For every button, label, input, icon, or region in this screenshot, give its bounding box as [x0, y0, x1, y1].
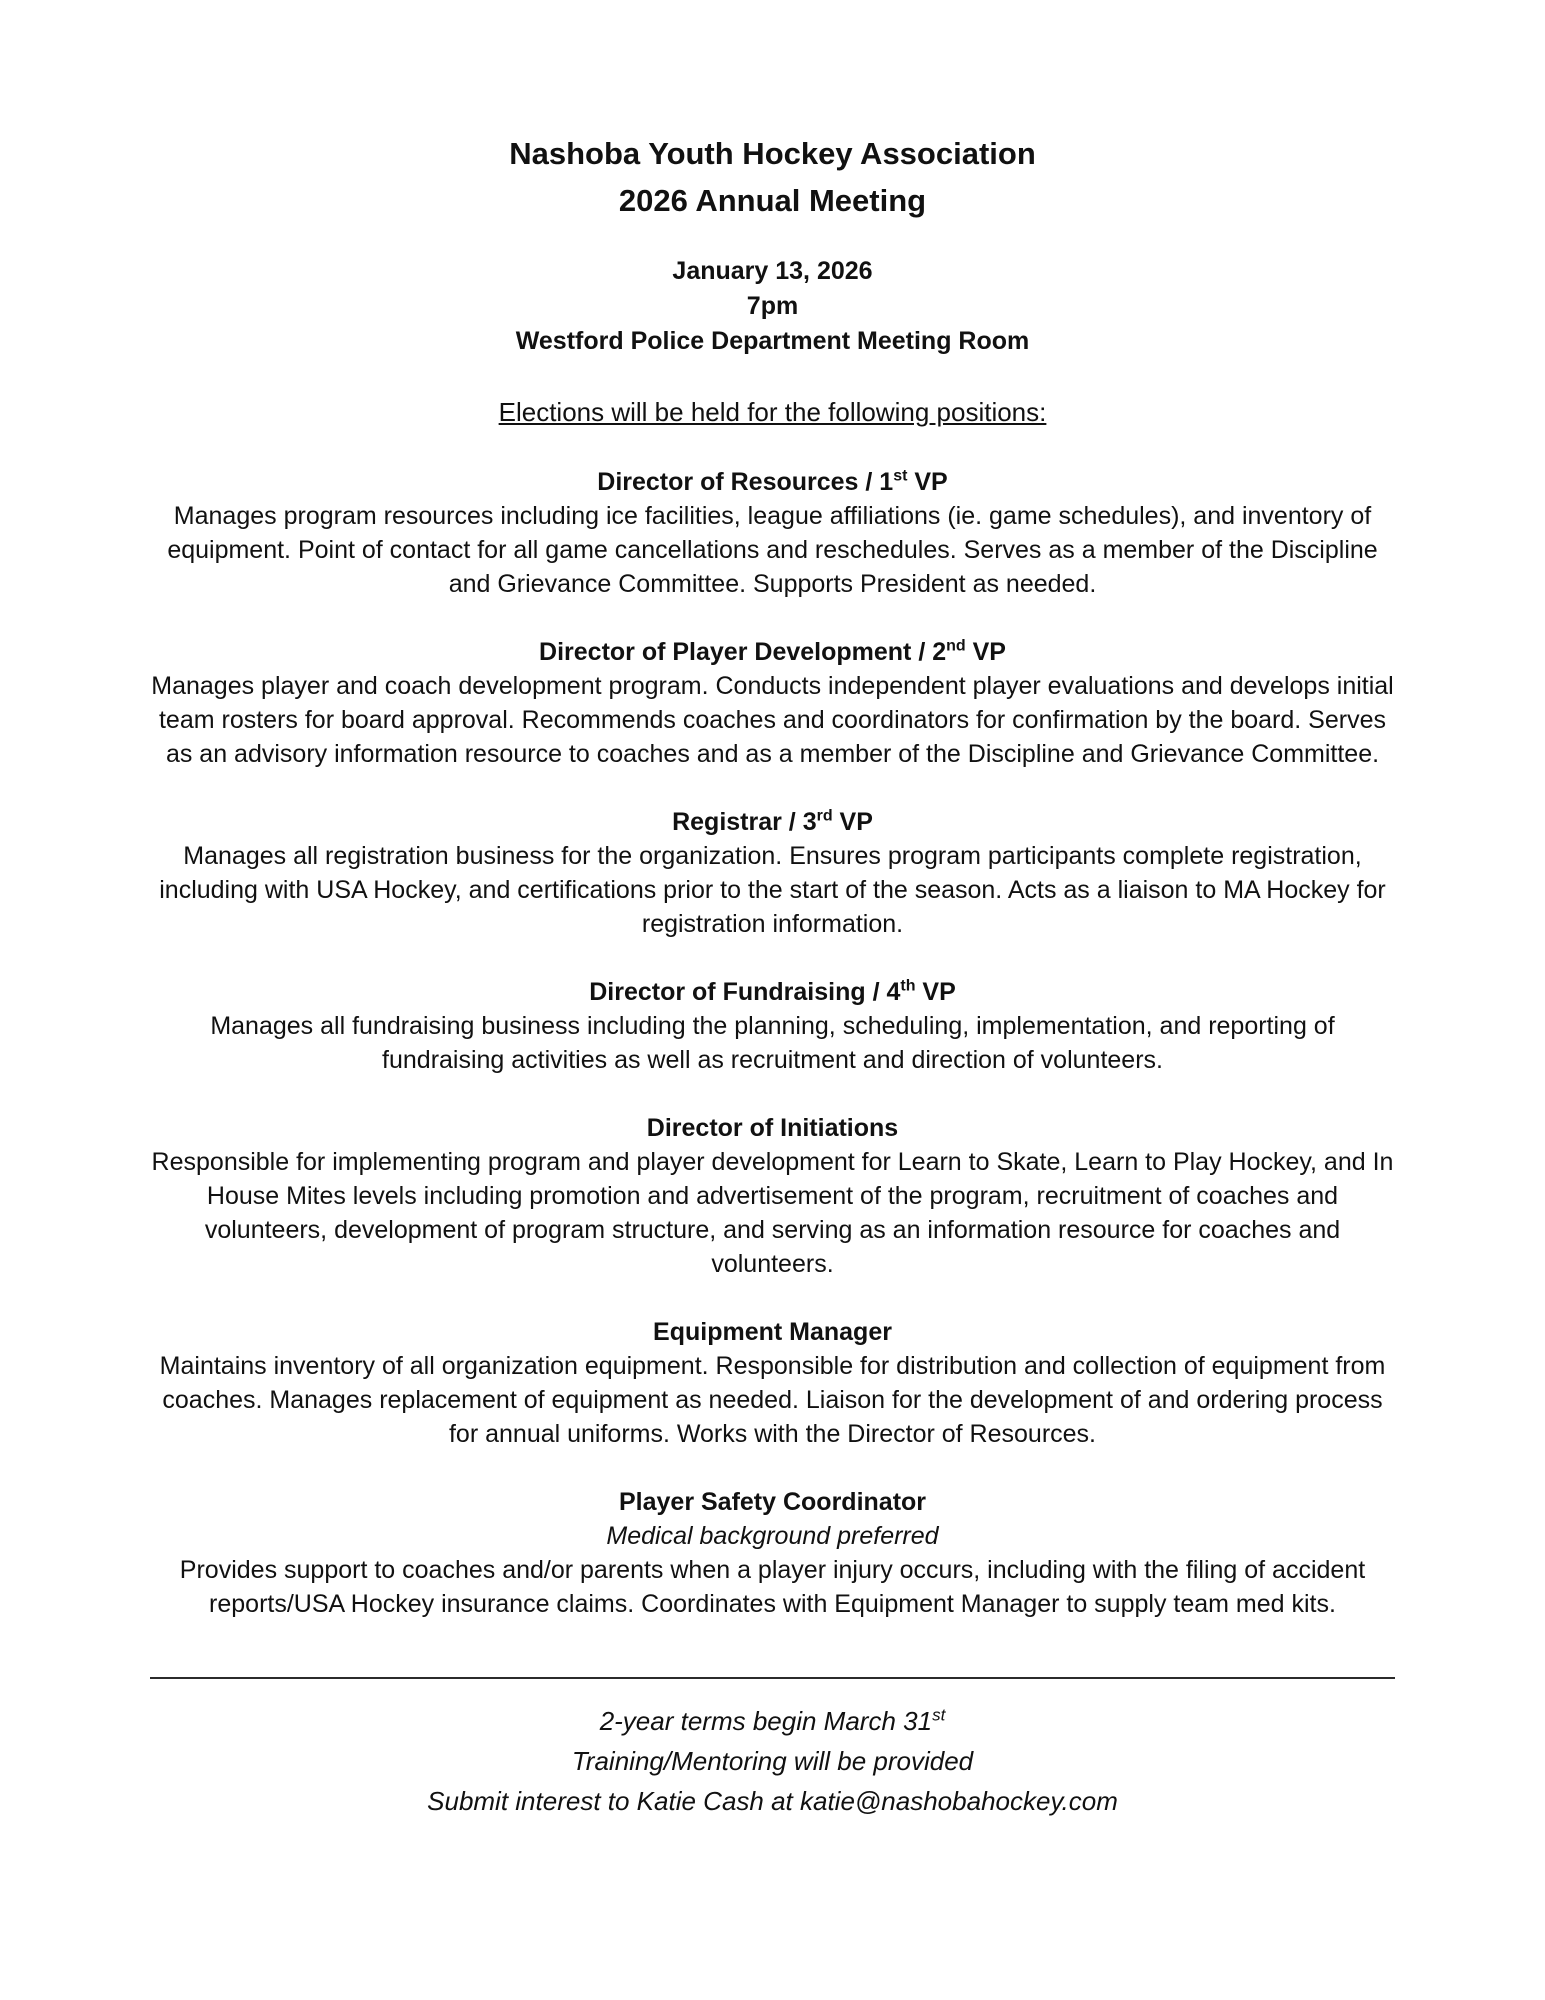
position-note: Medical background preferred	[606, 1522, 939, 1550]
position-description: Manages all fundraising business including the planning, scheduling, implementation, and reporting of fundraising activities as well as recruitment and direction of volunteers.	[210, 1012, 1335, 1074]
position-section	[150, 465, 1395, 601]
position-title-suffix: VP	[907, 468, 948, 496]
position-section	[150, 805, 1395, 941]
elections-heading: Elections will be held for the following positions:	[498, 397, 1047, 427]
position-title	[150, 465, 1395, 499]
position-title	[150, 635, 1395, 669]
position-title-suffix: VP	[832, 808, 873, 836]
position-description: Manages program resources including ice facilities, league affiliations (ie. game schedules), and inventory of equipment. Point of contact for all game cancellations and reschedules. Serves as a member of the Discipline and Grievance Committee. Supports President as needed.	[167, 502, 1378, 598]
footer-training-line: Training/Mentoring will be provided	[571, 1746, 974, 1776]
position-title-suffix: VP	[915, 978, 956, 1006]
position-section	[150, 1111, 1395, 1281]
position-title-superscript: st	[893, 467, 908, 485]
position-description: Manages all registration business for the organization. Ensures program participants complete registration, including with USA Hockey, and certifications prior to the start of the season. Acts as a liaison to MA Hockey for registration information.	[159, 842, 1386, 938]
position-title-text: Director of Player Development / 2	[539, 638, 947, 666]
position-title-superscript: nd	[946, 637, 966, 655]
position-title	[150, 1485, 1395, 1519]
position-title-text: Player Safety Coordinator	[618, 1488, 927, 1516]
position-title-superscript: th	[900, 977, 916, 995]
positions-list	[150, 465, 1395, 1621]
position-title	[150, 975, 1395, 1009]
position-title-superscript: rd	[816, 807, 833, 825]
position-description: Maintains inventory of all organization equipment. Responsible for distribution and collection of equipment from coaches. Manages replacement of equipment as needed. Liaison for the development of and ordering process for annual uniforms. Works with the Director of Resources.	[159, 1352, 1386, 1448]
footer-terms-superscript: st	[932, 1705, 946, 1725]
meeting-location: Westford Police Department Meeting Room	[515, 327, 1030, 355]
position-title	[150, 1111, 1395, 1145]
document-title-line-1: Nashoba Youth Hockey Association	[509, 136, 1036, 171]
position-title-text: Registrar / 3	[672, 808, 817, 836]
footer-terms-line	[150, 1701, 1395, 1741]
position-title-text: Director of Fundraising / 4	[589, 978, 901, 1006]
meeting-info	[150, 254, 1395, 359]
position-section	[150, 1485, 1395, 1621]
position-section	[150, 975, 1395, 1077]
meeting-date: January 13, 2026	[672, 257, 873, 285]
position-title-suffix: VP	[965, 638, 1006, 666]
document-title-line-2: 2026 Annual Meeting	[618, 183, 927, 218]
position-section	[150, 1315, 1395, 1451]
position-section	[150, 635, 1395, 771]
footer-divider	[150, 1677, 1395, 1679]
position-title-text: Equipment Manager	[653, 1318, 892, 1346]
footer-submit-line: Submit interest to Katie Cash at katie@nashobahockey.com	[427, 1786, 1118, 1816]
position-description: Provides support to coaches and/or parents when a player injury occurs, including with the filing of accident reports/USA Hockey insurance claims. Coordinates with Equipment Manager to supply team med kits.	[179, 1556, 1366, 1618]
footer-terms-text: 2-year terms begin March 31	[599, 1706, 933, 1736]
position-title	[150, 1315, 1395, 1349]
position-title	[150, 805, 1395, 839]
position-description: Manages player and coach development program. Conducts independent player evaluations and develops initial team rosters for board approval. Recommends coaches and coordinators for confirmation by the board. Serves as an advisory information resource to coaches and as a member of the Discipline and Grievance Committee.	[151, 672, 1394, 768]
position-description: Responsible for implementing program and player development for Learn to Skate, Learn to Play Hockey, and In House Mites levels including promotion and advertisement of the program, recruitment of coaches and volunteers, development of program structure, and serving as an information resource for coaches and volunteers.	[151, 1148, 1394, 1278]
meeting-time: 7pm	[746, 292, 799, 320]
position-title-text: Director of Initiations	[646, 1114, 899, 1142]
footer-notes	[150, 1701, 1395, 1821]
position-title-text: Director of Resources / 1	[597, 468, 894, 496]
document-title	[150, 130, 1395, 224]
